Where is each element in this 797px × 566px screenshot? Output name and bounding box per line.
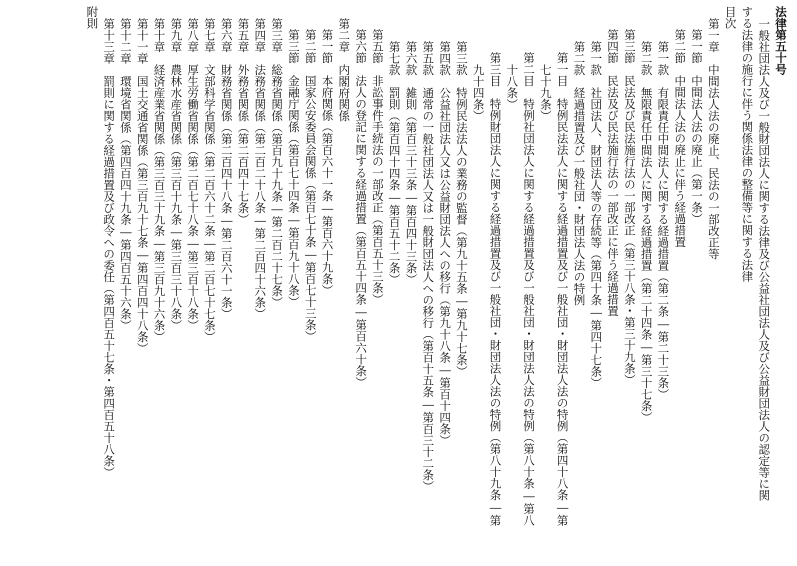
law-number: 法律第五十号 [774,6,788,75]
toc-entry: 第六章 財務省関係（第二百四十八条―第二百六十一条） [219,17,234,319]
toc-entry: 第十二章 環境省関係（第四百四十九条―第四百五十六条） [118,17,133,331]
toc-entry: 第二款 経過措置及び一般社団・財団法人法の特例 [572,40,587,305]
toc-entry: 第一節 本府関係（第百六十一条―第百六十九条） [320,29,335,296]
toc-entry: 第一款 有限責任中間法人に関する経過措置（第二条―第二十三条） [656,40,671,400]
toc-entry: 第三節 民法及び民法施行法の一部改正（第三十八条・第三十九条） [622,29,637,386]
toc-entry: 第一目 特例民法法人に関する経過措置及び一般社団・財団法人法の特例（第四十八条―第 [555,52,570,526]
toc-entry: 第五節 非訟事件手続法の一部改正（第百五十三条） [370,29,385,305]
toc-entry: 第二款 無限責任中間法人に関する経過措置（第二十四条―第三十七条） [639,40,654,423]
toc-entry: 第十一章 国土交通省関係（第三百九十七条―第四百四十八条） [135,17,150,354]
toc-entry: 九十四条） [471,63,486,121]
toc-entry: 第六款 雑則（第百三十三条―第百四十三条） [404,40,419,285]
toc-entry: 第二節 国家公安委員会関係（第百七十条―第百七十三条） [303,29,318,342]
toc-entry: 第九章 農林水産省関係（第三百十九条―第三百三十八条） [169,17,184,331]
toc-entry: 第七章 文部科学省関係（第二百六十二条―第二百七十七条） [202,17,217,342]
toc-entry: 第八章 厚生労働省関係（第二百七十八条―第三百十八条） [186,17,201,331]
vertical-text-body [84,6,789,560]
toc-entry: 第四章 法務省関係（第二百二十八条―第二百四十六条） [253,17,268,319]
toc-heading: 目次 [723,6,738,29]
toc-entry: 第二節 中間法人法の廃止に伴う経過措置 [673,29,688,248]
toc-entry: 第十三章 罰則に関する経過措置及び政令への委任（第四百五十七条・第四百五十八条） [102,17,117,478]
toc-entry: 第五章 外務省関係（第二百四十七条） [236,17,251,225]
law-title-line-1: 一般社団法人及び一般財団法人に関する法律及び公益社団法人及び公益財団法人の認定等に関 [757,17,772,501]
toc-entry: 第六節 法人の登記に関する経過措置（第百五十四条―第百六十条） [354,29,369,388]
toc-entry: 第三章 総務省関係（第百九十九条―第二百二十七条） [270,17,285,308]
toc-entry: 第四節 民法及び民法施行法の一部改正に伴う経過措置 [606,29,621,317]
toc-entry: 第一節 中間法人法の廃止（第一条） [690,29,705,225]
toc-entry: 第二章 内閣府関係 [337,17,352,121]
toc-entry: 第十章 経済産業省関係（第三百三十九条―第三百九十六条） [152,17,167,342]
toc-entry: 第三節 金融庁関係（第百七十四条―第百九十八条） [286,29,301,308]
law-title-line-2: する法律の施行に伴う関係法律の整備等に関する法律 [740,6,755,282]
toc-entry: 第七款 罰則（第百四十四条―第百五十二条） [387,40,402,285]
toc-entry: 第四款 公益社団法人又は公益財団法人への移行（第九十八条―第百十四条） [438,40,453,446]
toc-entry: 第三目 特例財団法人に関する経過措置及び一般社団・財団法人法の特例（第八十九条―第 [488,52,503,526]
toc-entry: 第三款 特例民法法人の業務の監督（第九十五条―第九十七条） [454,40,469,377]
toc-entry: 七十九条） [538,63,553,121]
toc-entry: 第一章 中間法人法の廃止、民法の一部改正等 [706,17,721,259]
toc-entry: 第二目 特例社団法人に関する経過措置及び一般社団・財団法人法の特例（第八十条―第八 [522,52,537,526]
toc-entry: 附則 [85,6,100,29]
toc-entry: 十八条） [505,63,520,110]
toc-entry: 第一款 社団法人、財団法人等の存続等（第四十条―第四十七条） [589,40,604,388]
toc-entry: 第五款 通常の一般社団法人又は一般財団法人への移行（第百十五条―第百三十二条） [421,40,436,492]
